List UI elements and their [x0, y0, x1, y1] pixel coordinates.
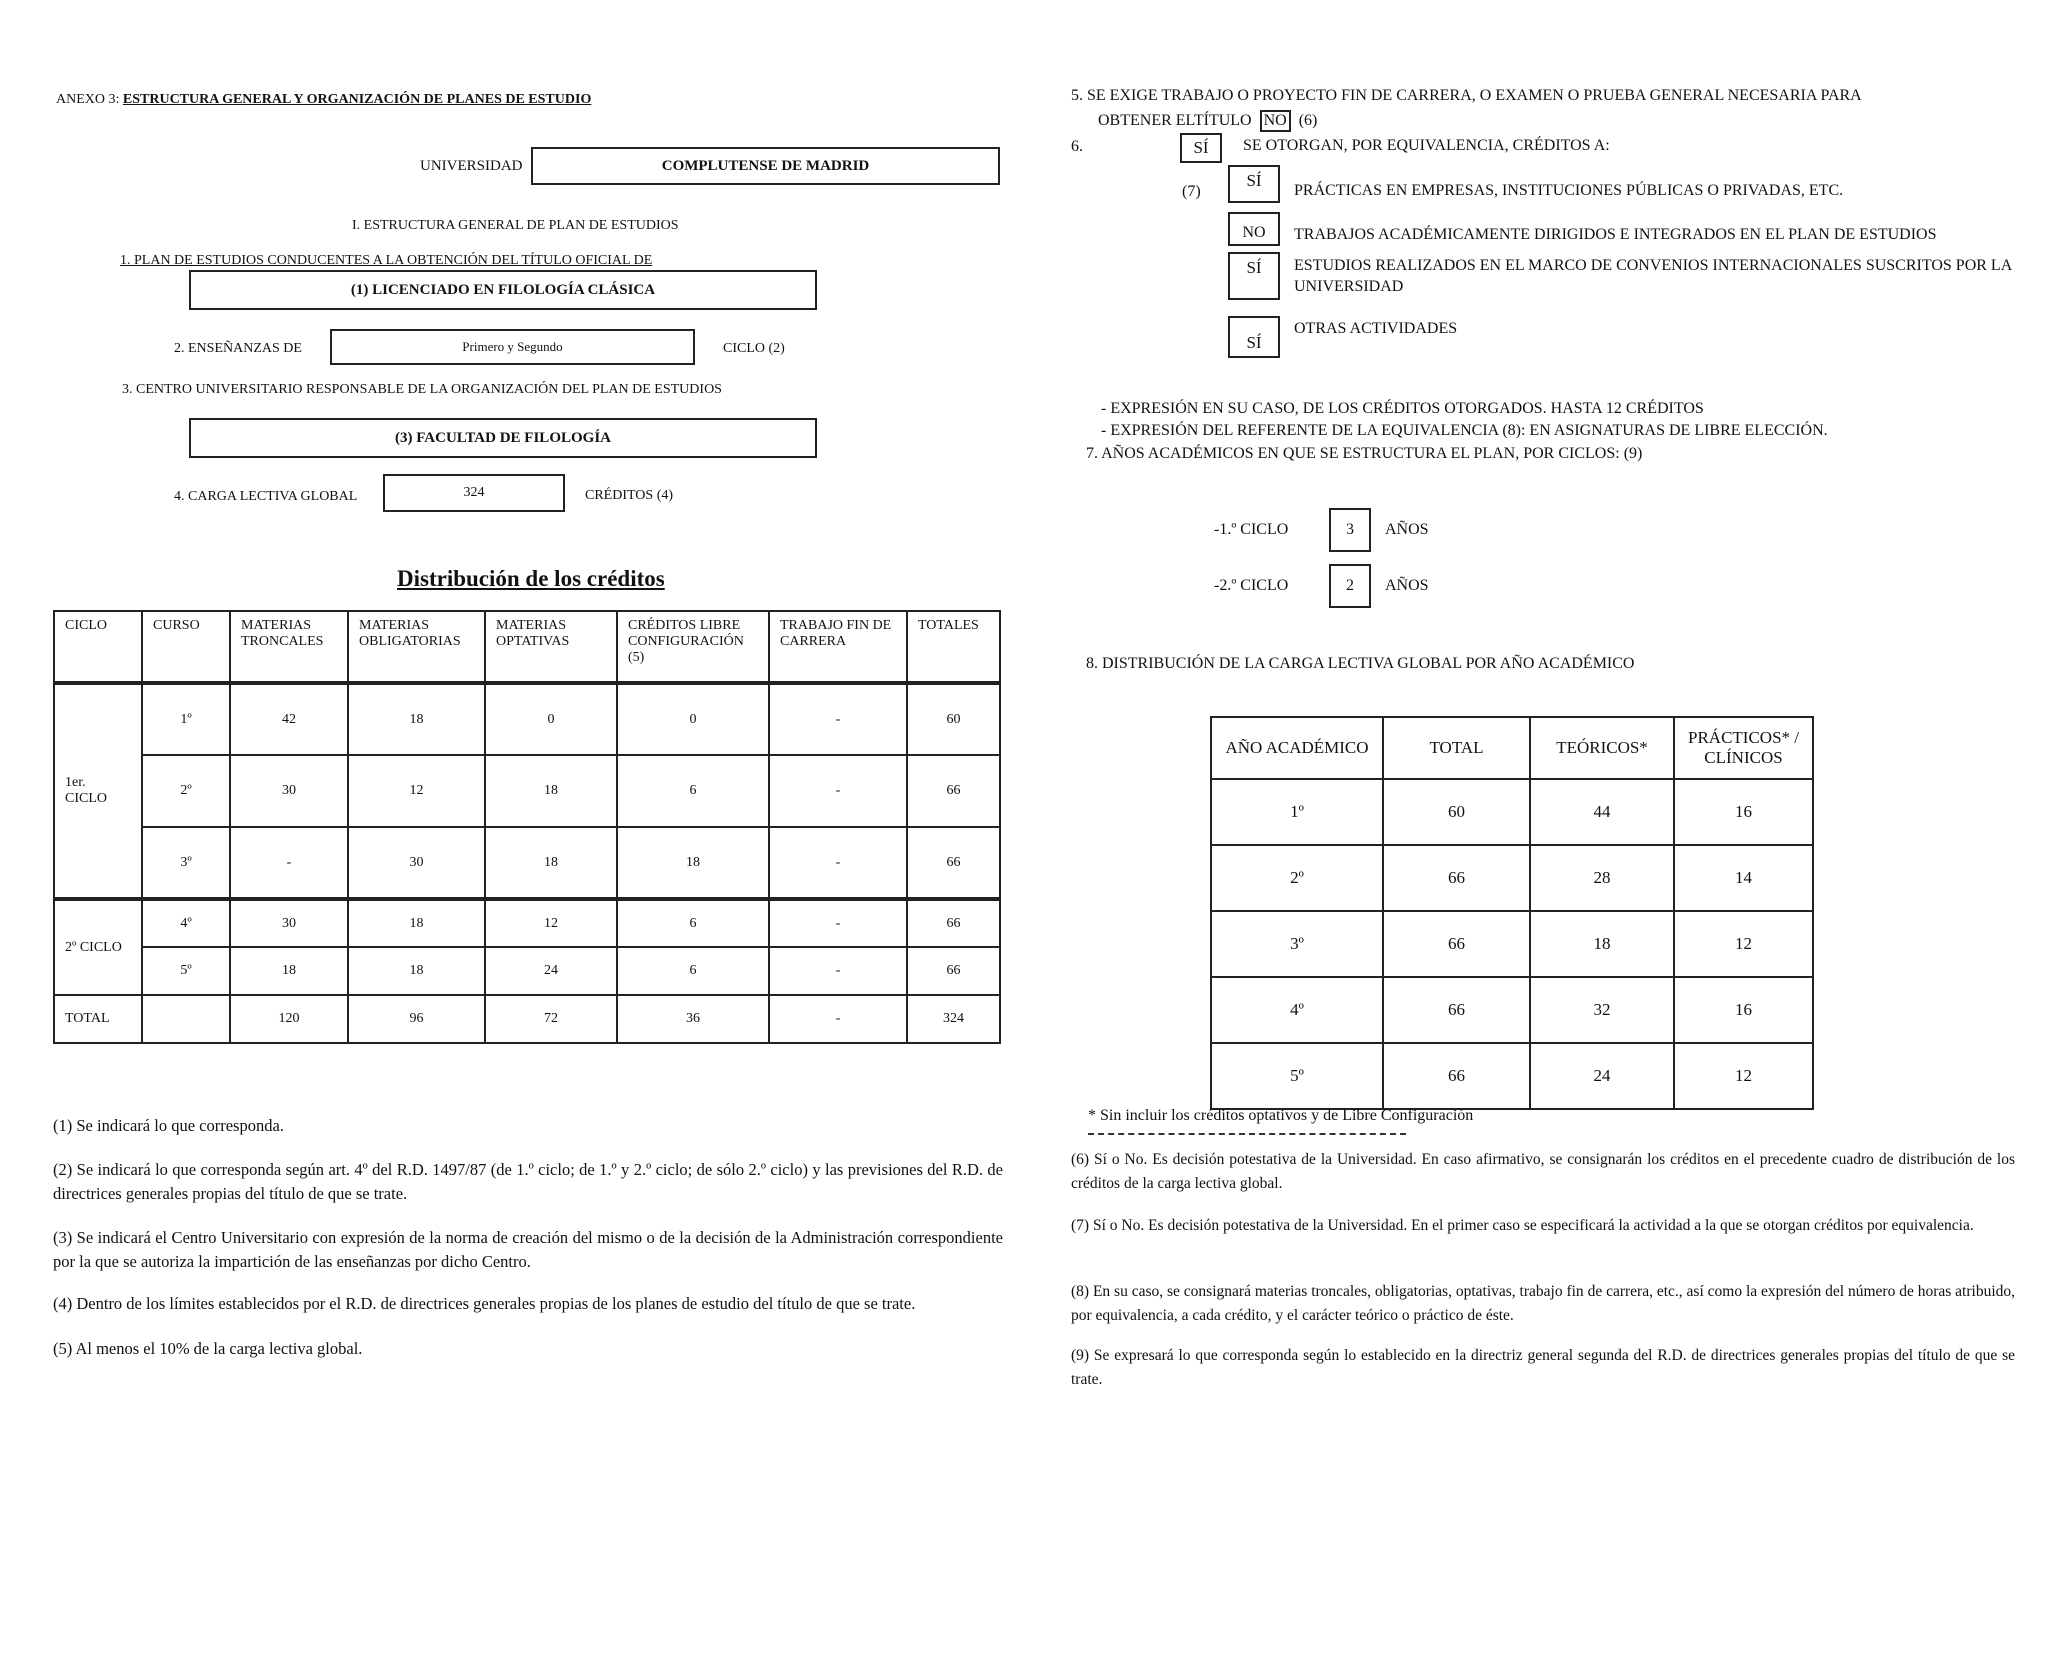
header-trabajo: TRABAJO FIN DE CARRERA — [769, 611, 907, 683]
header-libre: CRÉDITOS LIBRE CONFIGURACIÓN (5) — [617, 611, 769, 683]
right-note-9: (9) Se expresará lo que corresponda según lo establecido en la directriz general segunda del R.D. de directrices generales propias del título de que se trate. — [1071, 1347, 2015, 1388]
curso-cell: 5º — [142, 947, 230, 995]
ciclo2-anos: AÑOS — [1385, 577, 1429, 594]
cell: 16 — [1674, 977, 1813, 1043]
ciclo2-value: 2 — [1329, 564, 1371, 608]
cell: 12 — [348, 755, 485, 827]
cell: 66 — [907, 947, 1000, 995]
left-note-5: (5) Al menos el 10% de la carga lectiva global. — [53, 1339, 363, 1358]
cell: 16 — [1674, 779, 1813, 845]
plan-field: (1) LICENCIADO EN FILOLOGÍA CLÁSICA — [189, 270, 817, 310]
university-label: UNIVERSIDAD — [420, 158, 523, 174]
header-curso: CURSO — [142, 611, 230, 683]
cell: - — [769, 995, 907, 1043]
header-ciclo: CICLO — [54, 611, 142, 683]
item6-text: SE OTORGAN, POR EQUIVALENCIA, CRÉDITOS A: — [1243, 137, 1610, 154]
table-row — [1211, 845, 1813, 911]
annex-title: ESTRUCTURA GENERAL Y ORGANIZACIÓN DE PLANES DE ESTUDIO — [122, 92, 592, 107]
cell: - — [769, 755, 907, 827]
curso-cell: 1º — [142, 683, 230, 755]
carga-label: 4. CARGA LECTIVA GLOBAL — [174, 489, 358, 504]
expresion-1: - EXPRESIÓN EN SU CASO, DE LOS CRÉDITOS OTORGADOS. HASTA 12 CRÉDITOS — [1101, 400, 1704, 417]
cell: 18 — [348, 899, 485, 947]
cell: 72 — [485, 995, 617, 1043]
cell: 18 — [348, 947, 485, 995]
cell: 18 — [485, 827, 617, 899]
table-row — [1211, 911, 1813, 977]
plan-label-text: 1. PLAN DE ESTUDIOS CONDUCENTES A LA OBTENCIÓN DEL TÍTULO OFICIAL DE — [120, 253, 653, 268]
option-3-text: ESTUDIOS REALIZADOS EN EL MARCO DE CONVENIOS INTERNACIONALES SUSCRITOS POR LA UNIVERSIDAD — [1294, 257, 2012, 295]
table-row — [1211, 977, 1813, 1043]
header-obligatorias: MATERIAS OBLIGATORIAS — [348, 611, 485, 683]
cell: 18 — [230, 947, 348, 995]
cell: 2º — [1211, 845, 1383, 911]
table-row — [1211, 1043, 1813, 1109]
header-practicos: PRÁCTICOS* / CLÍNICOS — [1674, 717, 1813, 779]
cell: 30 — [230, 899, 348, 947]
table-row — [54, 827, 1000, 899]
cell: 6 — [617, 899, 769, 947]
cell: 120 — [230, 995, 348, 1043]
ciclo1-label: -1.º CICLO — [1214, 521, 1289, 538]
total-row — [54, 995, 1000, 1043]
creditos-label: CRÉDITOS (4) — [585, 488, 674, 503]
credits-header-row — [54, 611, 1000, 683]
option-4-value: SÍ — [1228, 316, 1280, 358]
header-ano: AÑO ACADÉMICO — [1211, 717, 1383, 779]
centro-field: (3) FACULTAD DE FILOLOGÍA — [189, 418, 817, 458]
cell: 66 — [1383, 1043, 1530, 1109]
cell: 66 — [907, 827, 1000, 899]
cell: 14 — [1674, 845, 1813, 911]
item6-value: SÍ — [1180, 133, 1222, 163]
cell: 66 — [1383, 845, 1530, 911]
header-total: TOTAL — [1383, 717, 1530, 779]
cell: 6 — [617, 755, 769, 827]
cell: 5º — [1211, 1043, 1383, 1109]
item8: 8. DISTRIBUCIÓN DE LA CARGA LECTIVA GLOBAL POR AÑO ACADÉMICO — [1086, 655, 1635, 672]
item5-ref: (6) — [1298, 112, 1318, 129]
cell: 324 — [907, 995, 1000, 1043]
item6-num: 6. — [1071, 138, 1083, 155]
cell: - — [230, 827, 348, 899]
dist-title: Distribución de los créditos — [397, 566, 665, 591]
centro-label: 3. CENTRO UNIVERSITARIO RESPONSABLE DE LA ORGANIZACIÓN DEL PLAN DE ESTUDIOS — [122, 382, 722, 397]
option-2-value: NO — [1228, 212, 1280, 246]
cell: 32 — [1530, 977, 1674, 1043]
total-empty — [142, 995, 230, 1043]
cell: 24 — [485, 947, 617, 995]
header-troncales: MATERIAS TRONCALES — [230, 611, 348, 683]
cell: 60 — [907, 683, 1000, 755]
table-row — [54, 947, 1000, 995]
expresion-2: - EXPRESIÓN DEL REFERENTE DE LA EQUIVALENCIA (8): EN ASIGNATURAS DE LIBRE ELECCIÓN. — [1101, 422, 1828, 439]
cell: 6 — [617, 947, 769, 995]
cell: 30 — [348, 827, 485, 899]
right-note-8: (8) En su caso, se consignará materias troncales, obligatorias, optativas, trabajo fin de carrera, etc., así como la expresión del número de horas atribuido, por equivalencia, a cada crédito, y el carácter teórico o práctico de éste. — [1071, 1283, 2015, 1324]
ciclo-label: CICLO (2) — [723, 341, 785, 356]
cell: 30 — [230, 755, 348, 827]
table-row — [54, 683, 1000, 755]
plan-label — [120, 253, 652, 269]
cell: - — [769, 683, 907, 755]
curso-cell: 4º — [142, 899, 230, 947]
left-note-2: (2) Se indicará lo que corresponda según art. 4º del R.D. 1497/87 (de 1.º ciclo; de 1.º y 2.º ciclo; de sólo 2.º ciclo) y las previsiones del R.D. de directrices generales propias del título de que se trate. — [53, 1160, 1003, 1203]
cell: 3º — [1211, 911, 1383, 977]
table-row — [1211, 779, 1813, 845]
item5-line2 — [1098, 110, 1317, 132]
table-row — [54, 755, 1000, 827]
curso-cell: 2º — [142, 755, 230, 827]
cell: 96 — [348, 995, 485, 1043]
year-header-row — [1211, 717, 1813, 779]
right-note-6: (6) Sí o No. Es decisión potestativa de la Universidad. En caso afirmativo, se consignarán los créditos en el precedente cuadro de distribución de los créditos de la carga lectiva global. — [1071, 1151, 2015, 1192]
ref7: (7) — [1182, 183, 1201, 200]
left-note-4: (4) Dentro de los límites establecidos por el R.D. de directrices generales propias de los planes de estudio del título de que se trate. — [53, 1294, 916, 1313]
cell: 18 — [617, 827, 769, 899]
ciclo1-anos: AÑOS — [1385, 521, 1429, 538]
ciclo1-value: 3 — [1329, 508, 1371, 552]
item5-text: OBTENER ELTÍTULO — [1098, 112, 1252, 129]
item5-value: NO — [1260, 110, 1291, 132]
cell: 44 — [1530, 779, 1674, 845]
carga-field: 324 — [383, 474, 565, 512]
cell: 18 — [485, 755, 617, 827]
credits-table — [53, 610, 1001, 1044]
year-table — [1210, 716, 1814, 1110]
ciclo1-cell: 1er. CICLO — [54, 683, 142, 899]
cell: 12 — [1674, 1043, 1813, 1109]
option-3-value: SÍ — [1228, 252, 1280, 300]
ensenanzas-label: 2. ENSEÑANZAS DE — [174, 341, 302, 356]
annex-heading — [56, 92, 591, 108]
cell: 42 — [230, 683, 348, 755]
total-label: TOTAL — [54, 995, 142, 1043]
option-1-value: SÍ — [1228, 165, 1280, 203]
item7: 7. AÑOS ACADÉMICOS EN QUE SE ESTRUCTURA EL PLAN, POR CICLOS: (9) — [1086, 445, 1643, 462]
ciclo1-years — [1214, 508, 1429, 552]
ensenanzas-field: Primero y Segundo — [330, 329, 695, 365]
cell: 66 — [907, 899, 1000, 947]
cell: 66 — [1383, 977, 1530, 1043]
option-1-text: PRÁCTICAS EN EMPRESAS, INSTITUCIONES PÚBLICAS O PRIVADAS, ETC. — [1294, 182, 1844, 199]
left-note-1: (1) Se indicará lo que corresponda. — [53, 1116, 284, 1135]
table-row — [54, 899, 1000, 947]
cell: 18 — [1530, 911, 1674, 977]
cell: 60 — [1383, 779, 1530, 845]
cell: 36 — [617, 995, 769, 1043]
section-title: I. ESTRUCTURA GENERAL DE PLAN DE ESTUDIOS — [352, 218, 679, 233]
ciclo2-cell: 2º CICLO — [54, 899, 142, 995]
cell: 66 — [907, 755, 1000, 827]
cell: 12 — [1674, 911, 1813, 977]
cell: 4º — [1211, 977, 1383, 1043]
cell: 0 — [617, 683, 769, 755]
header-totales: TOTALES — [907, 611, 1000, 683]
footnote-divider — [1088, 1133, 1406, 1135]
left-note-3: (3) Se indicará el Centro Universitario con expresión de la norma de creación del mismo o de la decisión de la Administración correspondiente por la que se autoriza la impartición de las enseñanzas por dicho Centro. — [53, 1228, 1003, 1271]
cell: 28 — [1530, 845, 1674, 911]
right-note-7: (7) Sí o No. Es decisión potestativa de la Universidad. En el primer caso se especificará la actividad a la que se otorgan créditos por equivalencia. — [1071, 1217, 1974, 1234]
cell: - — [769, 827, 907, 899]
option-2-text: TRABAJOS ACADÉMICAMENTE DIRIGIDOS E INTEGRADOS EN EL PLAN DE ESTUDIOS — [1294, 226, 1937, 243]
cell: - — [769, 947, 907, 995]
cell: 66 — [1383, 911, 1530, 977]
cell: 12 — [485, 899, 617, 947]
ciclo2-label: -2.º CICLO — [1214, 577, 1289, 594]
table-footnote: * Sin incluir los créditos optativos y de Libre Configuración — [1088, 1107, 1474, 1124]
cell: 0 — [485, 683, 617, 755]
cell: 24 — [1530, 1043, 1674, 1109]
university-field: COMPLUTENSE DE MADRID — [531, 147, 1000, 185]
annex-prefix: ANEXO 3: — [56, 92, 120, 107]
option-4-text: OTRAS ACTIVIDADES — [1294, 320, 1458, 337]
header-optativas: MATERIAS OPTATIVAS — [485, 611, 617, 683]
item5-line1: 5. SE EXIGE TRABAJO O PROYECTO FIN DE CARRERA, O EXAMEN O PRUEBA GENERAL NECESARIA PARA — [1071, 87, 1862, 104]
curso-cell: 3º — [142, 827, 230, 899]
cell: 1º — [1211, 779, 1383, 845]
ciclo2-years — [1214, 564, 1429, 608]
cell: 18 — [348, 683, 485, 755]
header-teoricos: TEÓRICOS* — [1530, 717, 1674, 779]
cell: - — [769, 899, 907, 947]
